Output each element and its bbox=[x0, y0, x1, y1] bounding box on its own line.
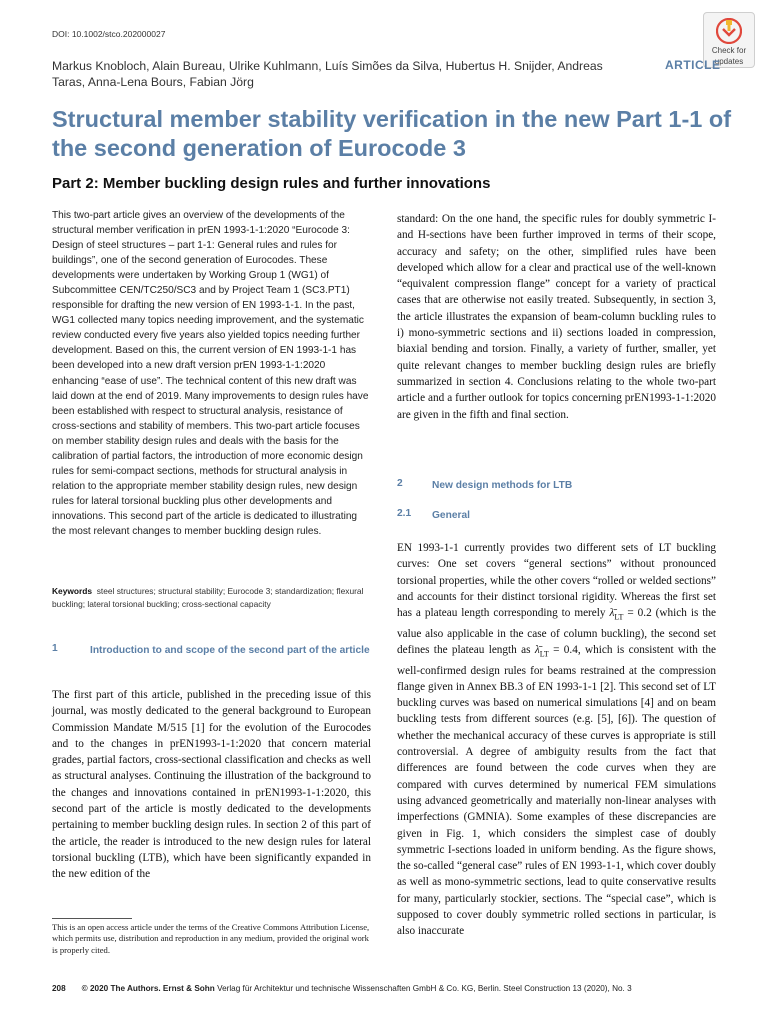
article-title: Structural member stability verification in the new Part 1-1 of the second generation of Eurocode 3 bbox=[52, 106, 732, 161]
section-2-title: New design methods for LTB bbox=[432, 480, 573, 491]
abstract: This two-part article gives an overview of the developments of the structural member verification in prEN 1993-1-1:2020 “Eurocode 3: Design of steel structures – part 1-1: General rules and rules for buildings”, one of the second generation of Eurocodes. These developments were undertaken by Working Group 1 (WG1) of Subcommittee CEN/TC250/SC3 and by Project Team 1 (SC3.PT1) responsible for drafting the new version of EN 1993-1-1. In the past, WG1 collected many topics needing improvement, and the systematic review conducted every five years also yielded topics needing further development. Based on this, the current version of EN 1993-1-1 has been developed into a new draft version prEN 1993-1-1:2020 enhancing “ease of use”. The technical content of this new draft was laid down at the end of 2019. Many improvements to design rules have been established with respect to structural analysis, resistance of cross-sections and stability of members. This two-part article focuses on member stability design rules and deals with the basis for the calibration of partial factors, the introduction of more economic design rules for semi-compact sections, methods for structural analysis in relation to the appropriate member stability design rules, new design rules for lateral torsional buckling plus other developments and innovations. This second part of the article is dedicated to illustrating the most relevant changes to member buckling design rules. bbox=[52, 210, 369, 537]
article-subtitle: Part 2: Member buckling design rules and further innovations bbox=[52, 175, 491, 192]
section-1-body: The first part of this article, published in the preceding issue of this journal, was mostly dedicated to the general background to European Commission Mandate M/515 [1] for the evolution of the Eurocodes and to the changes in prEN1993-1-1:2020 that concern material grades, partial factors, cross-sectional classification and checks as well as structural analyses. Continuing the illustration of the background to the changes and innovations contained in prEN1993-1-1:2020, this second part of the article is mostly dedicated to the developments pertaining to member buckling design rules. In section 2 of this part of the article, the reader is introduced to the new design rules for lateral torsional buckling (LTB), which have been significantly expanded in the new edition of the bbox=[52, 689, 371, 881]
page-number: 208 bbox=[52, 984, 66, 993]
doi: DOI: 10.1002/stco.202000027 bbox=[52, 29, 166, 39]
section-2-1-text-a: EN 1993-1-1 currently provides two different sets of LT buckling curves: One set covers “general sections” without pronounced torsional properties, while the other covers “rolled or welded sections” and accounts for their distinct torsional rigidity. Whereas the first set has a plateau length corresponding to merely bbox=[397, 542, 716, 620]
section-1-title: Introduction to and scope of the second part of the article bbox=[90, 645, 370, 656]
publisher-info: Verlag für Architektur und technische Wissenschaften GmbH & Co. KG, Berlin. Steel Construction 13 (2020), No. 3 bbox=[214, 984, 632, 993]
section-2-1-title: General bbox=[432, 510, 470, 521]
page-footer bbox=[52, 984, 712, 993]
section-2-1-body bbox=[397, 540, 716, 940]
badge-label-2: updates bbox=[714, 57, 744, 66]
keywords-label: Keywords bbox=[52, 586, 93, 596]
section-2-1-text-b: = 0.2 (which is the value also applicable in the case of column buckling), the second set defines the plateau length as bbox=[397, 607, 716, 657]
lambda-symbol-1: λ̄ bbox=[609, 607, 615, 620]
section-2-number: 2 bbox=[397, 478, 403, 489]
check-for-updates-icon bbox=[716, 18, 742, 44]
section-2-1-text-c: = 0.4, which is consistent with the well-confirmed design rules for beams restrained at the compression flange given in Annex BB.3 of EN 1993-1-1 [2]. This second set of LT buckling curves was based on numerical simulations [4] and on beam buckling tests from different sources (e.g. [5], [6]). The question of whether the mechanical accuracy of these curves is appropriate is still controversial. A degree of ambiguity results from the fact that differences are found between the code curves when they are compared with curves determined by numerical FEM simulations using advanced geometrically and materially non-linear analyses with imperfections (GMNIA). Some examples of these discrepancies are given in Fig. 1, which considers the simplest case of doubly symmetric I-sections loaded in uniform bending. As the figure shows, the so-called “general case” rules of EN 1993-1-1, which cover doubly as well as mono-symmetric sections, lead to quite conservative results for many, particularly stockier, sections. The “special case”, which is supposed to cover doubly symmetric rolled sections in particular, is also inaccurate bbox=[397, 644, 716, 938]
section-1-number: 1 bbox=[52, 643, 58, 654]
right-column-intro: standard: On the one hand, the specific rules for doubly symmetric I- and H-sections have been further improved in terms of their scope, accuracy and safety; on the other, simplified rules have been developed which allow for a clear and practical use of the well-known “equivalent compression flange” concept for a variety of practical cases that are otherwise not easily treated. Subsequently, in section 3, the article illustrates the expansion of beam-column buckling rules to i) mono-symmetric sections and ii) sections loaded in compression, biaxial bending and torsion. Finally, a variety of further, smaller, yet quite relevant changes to member buckling design rules are briefly summarized in section 4. Conclusions relating to the whole two-part article and a further outlook for topics concerning prEN1993-1-1:2020 are given in the fifth and final section. bbox=[397, 213, 716, 421]
keywords-text: steel structures; structural stability; Eurocode 3; standardization; flexural buckling; lateral torsional buckling; cross-sectional capacity bbox=[52, 586, 364, 609]
copyright: © 2020 The Authors. Ernst & Sohn bbox=[81, 984, 215, 993]
article-type-tag: ARTICLE bbox=[665, 58, 721, 72]
lambda-symbol-2: λ̄ bbox=[534, 644, 540, 657]
keywords bbox=[52, 585, 370, 610]
footnote-rule bbox=[52, 918, 132, 919]
lambda-subscript-1: LT bbox=[614, 612, 624, 622]
authors: Markus Knobloch, Alain Bureau, Ulrike Kuhlmann, Luís Simões da Silva, Hubertus H. Snijder, Andreas Taras, Anna-Lena Bours, Fabian Jörg bbox=[52, 59, 603, 89]
license-footnote: This is an open access article under the terms of the Creative Commons Attribution License, which permits use, distribution and reproduction in any medium, provided the original work is properly cited. bbox=[52, 922, 370, 955]
lambda-subscript-2: LT bbox=[539, 649, 549, 659]
badge-label-1: Check for bbox=[711, 46, 747, 55]
section-2-1-number: 2.1 bbox=[397, 508, 412, 519]
